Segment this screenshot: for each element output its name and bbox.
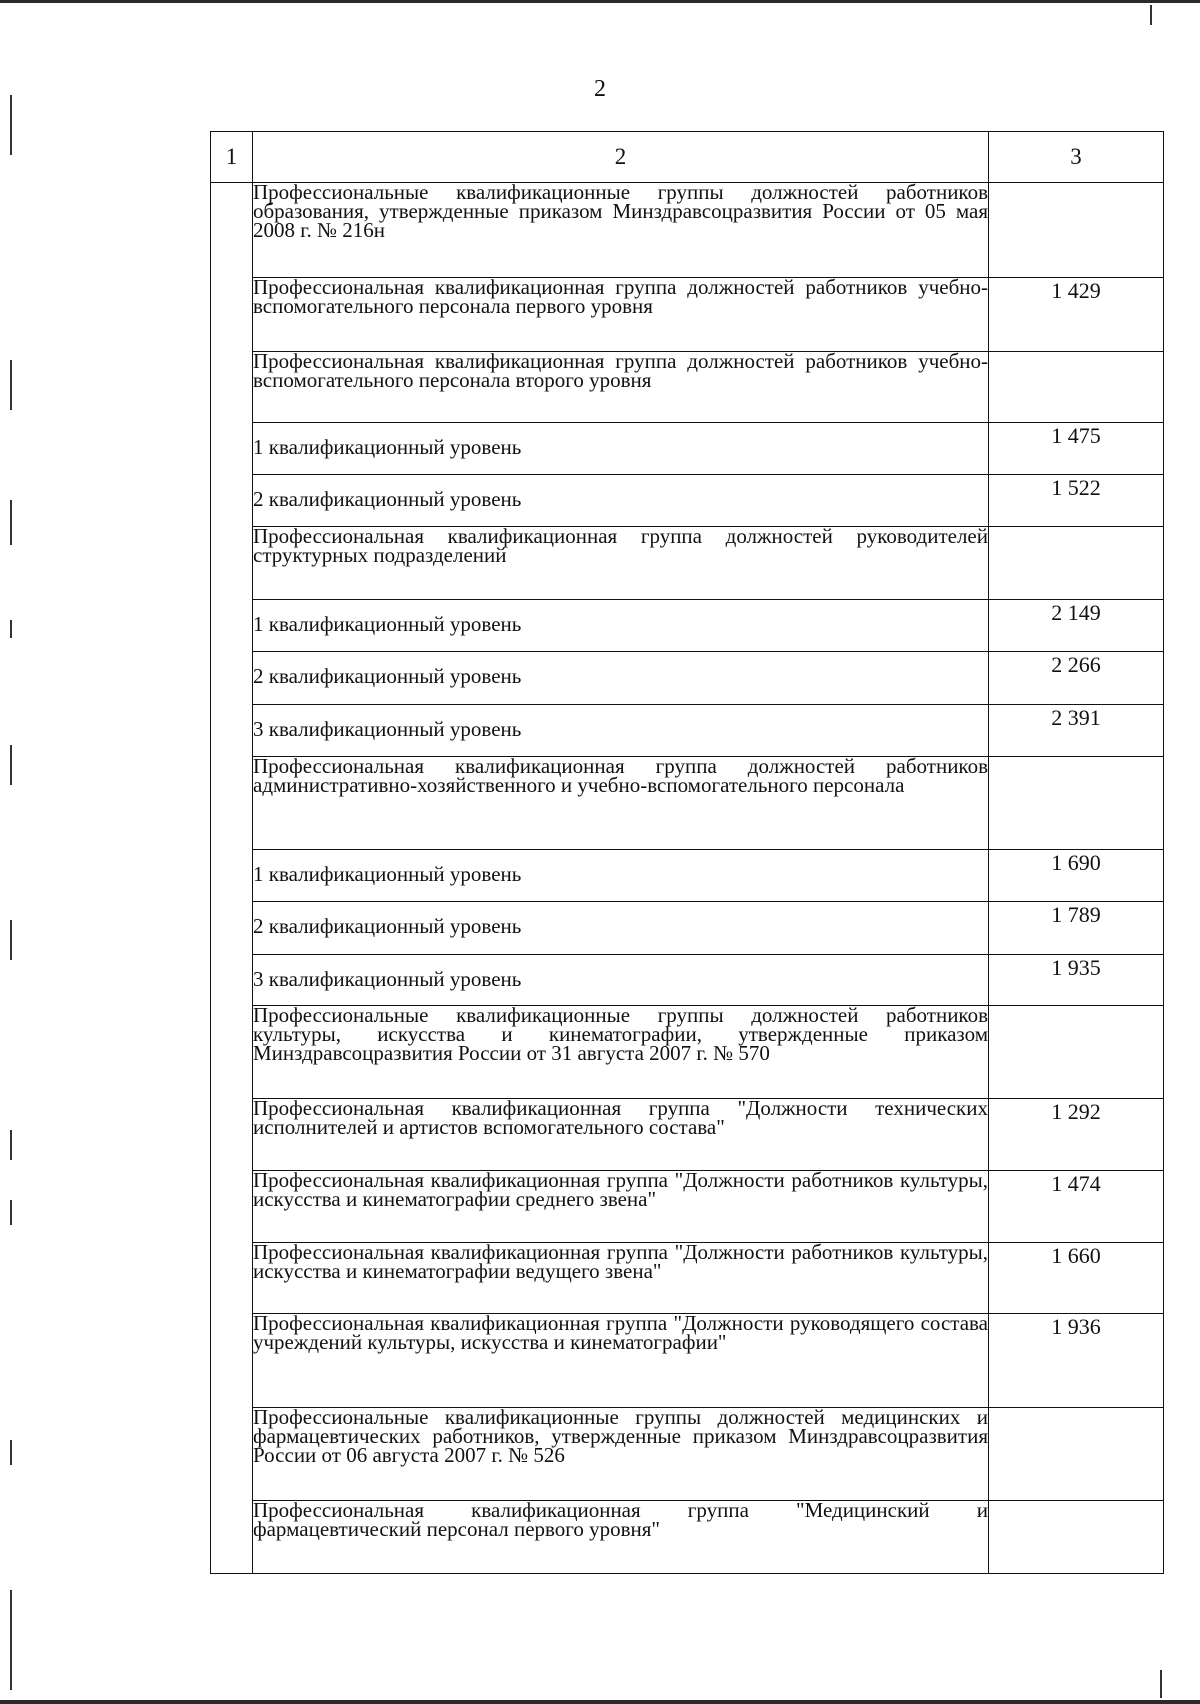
row-text: 2 квалификационный уровень xyxy=(253,652,989,705)
number-cell xyxy=(211,183,253,1574)
scan-artifact xyxy=(10,95,12,155)
table-row xyxy=(211,850,1164,902)
row-value: 1 789 xyxy=(989,902,1164,955)
row-value: 1 690 xyxy=(989,850,1164,902)
table-row xyxy=(211,1171,1164,1243)
row-value: 1 660 xyxy=(989,1243,1164,1314)
row-value xyxy=(989,352,1164,423)
row-text: 2 квалификационный уровень xyxy=(253,902,989,955)
scan-artifact xyxy=(10,920,12,960)
row-value xyxy=(989,527,1164,600)
scan-artifact xyxy=(1150,5,1152,25)
row-value: 2 266 xyxy=(989,652,1164,705)
table-row xyxy=(211,475,1164,527)
header-col-3: 3 xyxy=(989,132,1164,183)
scan-artifact xyxy=(10,620,12,638)
row-value xyxy=(989,757,1164,850)
table-row xyxy=(211,527,1164,600)
scan-artifact xyxy=(10,1130,12,1160)
page-number: 2 xyxy=(594,76,606,102)
table-row xyxy=(211,352,1164,423)
header-col-2: 2 xyxy=(253,132,989,183)
row-value: 1 474 xyxy=(989,1171,1164,1243)
row-text: Профессиональные квалификационные группы должностей медицинских и фармацевтических работников, утвержденные приказом Минздравсоцразвития России от 06 августа 2007 г. № 526 xyxy=(253,1408,989,1501)
row-text: 1 квалификационный уровень xyxy=(253,423,989,475)
table-row xyxy=(211,1314,1164,1408)
row-text: 1 квалификационный уровень xyxy=(253,850,989,902)
scan-artifact xyxy=(10,500,12,545)
row-value: 1 475 xyxy=(989,423,1164,475)
row-text: Профессиональная квалификационная группа "Медицинский и фармацевтический персонал первого уровня" xyxy=(253,1501,989,1574)
row-text: 3 квалификационный уровень xyxy=(253,955,989,1006)
row-value: 1 429 xyxy=(989,278,1164,352)
table-row xyxy=(211,1099,1164,1171)
table-row xyxy=(211,183,1164,278)
table-row xyxy=(211,1408,1164,1501)
row-text: Профессиональная квалификационная группа "Должности технических исполнителей и артистов вспомогательного состава" xyxy=(253,1099,989,1171)
table-row xyxy=(211,1243,1164,1314)
table-row xyxy=(211,955,1164,1006)
row-value: 1 936 xyxy=(989,1314,1164,1408)
table-row xyxy=(211,757,1164,850)
row-text: Профессиональная квалификационная группа должностей работников административно-хозяйственного и учебно-вспомогательного персонала xyxy=(253,757,989,850)
table-row xyxy=(211,1501,1164,1574)
scan-top-edge xyxy=(0,0,1200,3)
table-row xyxy=(211,278,1164,352)
row-value xyxy=(989,1408,1164,1501)
row-value: 2 149 xyxy=(989,600,1164,652)
scan-artifact xyxy=(10,1200,12,1225)
table-row xyxy=(211,705,1164,757)
row-value: 1 522 xyxy=(989,475,1164,527)
row-text: Профессиональные квалификационные группы должностей работников культуры, искусства и кинематографии, утвержденные приказом Минздравсоцразвития России от 31 августа 2007 г. № 570 xyxy=(253,1006,989,1099)
row-value: 1 292 xyxy=(989,1099,1164,1171)
row-value: 2 391 xyxy=(989,705,1164,757)
table-row xyxy=(211,600,1164,652)
scan-artifact xyxy=(10,1590,12,1690)
row-value xyxy=(989,183,1164,278)
row-text: 3 квалификационный уровень xyxy=(253,705,989,757)
row-value xyxy=(989,1501,1164,1574)
row-value: 1 935 xyxy=(989,955,1164,1006)
scan-artifact xyxy=(1160,1670,1162,1698)
row-text: Профессиональная квалификационная группа должностей руководителей структурных подразделений xyxy=(253,527,989,600)
table-row xyxy=(211,1006,1164,1099)
scan-artifact xyxy=(10,1440,12,1465)
table-row xyxy=(211,652,1164,705)
header-col-1: 1 xyxy=(211,132,253,183)
row-text: 2 квалификационный уровень xyxy=(253,475,989,527)
row-text: Профессиональная квалификационная группа должностей работников учебно-вспомогательного персонала второго уровня xyxy=(253,352,989,423)
row-text: Профессиональная квалификационная группа "Должности работников культуры, искусства и кинематографии ведущего звена" xyxy=(253,1243,989,1314)
row-text: Профессиональные квалификационные группы должностей работников образования, утвержденные приказом Минздравсоцразвития России от 05 мая 2008 г. № 216н xyxy=(253,183,989,278)
row-text: 1 квалификационный уровень xyxy=(253,600,989,652)
wage-table xyxy=(210,131,1164,1574)
table-header-row xyxy=(211,132,1164,183)
row-value xyxy=(989,1006,1164,1099)
row-text: Профессиональная квалификационная группа должностей работников учебно-вспомогательного персонала первого уровня xyxy=(253,278,989,352)
scan-artifact xyxy=(10,745,12,785)
scan-bottom-edge xyxy=(0,1700,1200,1704)
row-text: Профессиональная квалификационная группа "Должности руководящего состава учреждений культуры, искусства и кинематографии" xyxy=(253,1314,989,1408)
row-text: Профессиональная квалификационная группа "Должности работников культуры, искусства и кинематографии среднего звена" xyxy=(253,1171,989,1243)
table-row xyxy=(211,902,1164,955)
table-row xyxy=(211,423,1164,475)
scan-artifact xyxy=(10,360,12,410)
